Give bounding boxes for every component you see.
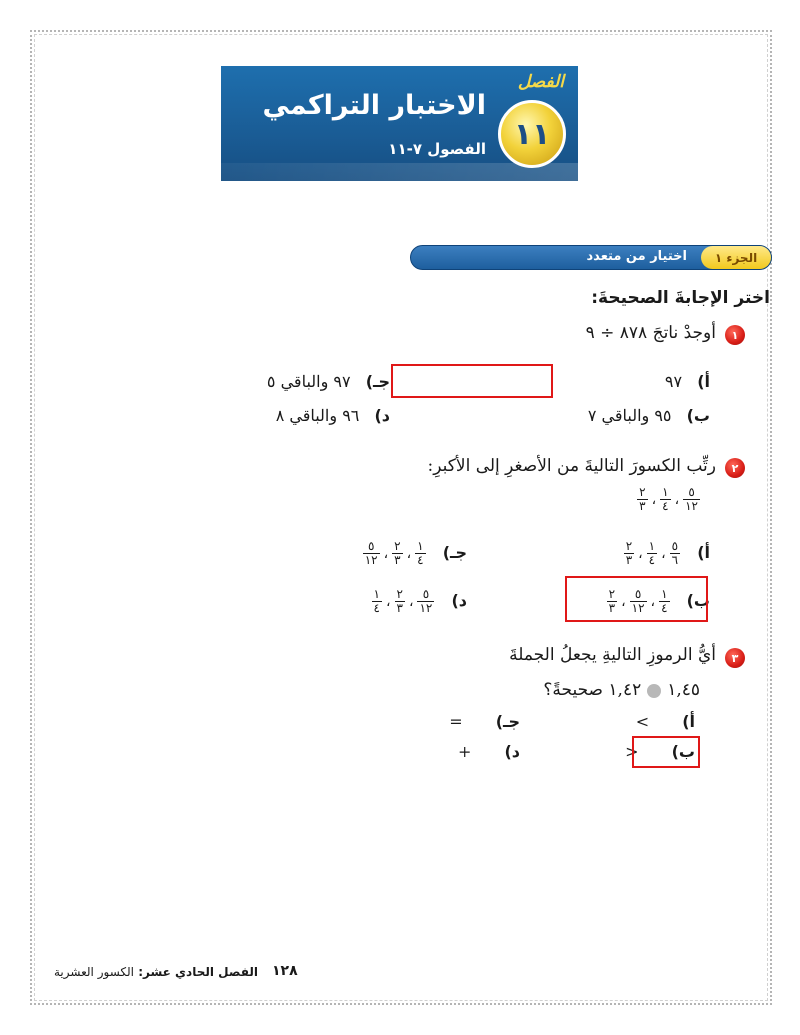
fraction: $\frac{٥}{١٢}$ bbox=[419, 587, 433, 615]
q3-option-d-letter: د) bbox=[504, 742, 520, 761]
q3-option-a-symbol: > bbox=[635, 712, 650, 731]
q3-option-b-symbol: < bbox=[625, 742, 639, 761]
q1-option-c-text: ٩٧ والباقي ٥ bbox=[266, 372, 351, 391]
q3-option-b-letter: ب) bbox=[671, 742, 695, 761]
fraction: $\frac{٢}{٣}$ bbox=[625, 539, 633, 567]
fraction: $\frac{٢}{٣}$ bbox=[396, 587, 403, 615]
q2-option-a-letter: أ) bbox=[697, 543, 710, 562]
q3-right-value: ١,٤٢ bbox=[608, 680, 642, 700]
q1-option-a-text: ٩٧ bbox=[664, 372, 683, 391]
q2-option-c-letter: جـ) bbox=[442, 543, 467, 562]
q2-answer-highlight bbox=[565, 576, 708, 622]
fraction: $\frac{١}{٤}$ bbox=[648, 539, 656, 567]
question-3-text-line1: أيُّ الرموزِ التاليةِ يجعلُ الجملةَ bbox=[509, 645, 716, 665]
question-2-number: ٢ bbox=[725, 458, 745, 478]
q1-option-c[interactable] bbox=[267, 372, 390, 391]
q1-option-a-letter: أ) bbox=[697, 372, 710, 391]
question-1-text: أوجدْ ناتجَ ٨٧٨ ÷ ٩ bbox=[585, 323, 716, 343]
chapter-banner bbox=[221, 66, 578, 181]
q1-option-b[interactable] bbox=[588, 406, 710, 425]
question-3-number: ٣ bbox=[725, 648, 745, 668]
fraction: $\frac{١}{٤}$ bbox=[373, 587, 380, 615]
q3-option-c-letter: جـ) bbox=[495, 712, 520, 731]
q3-option-c[interactable] bbox=[449, 712, 520, 731]
fraction: $\frac{٢}{٣}$ bbox=[639, 485, 646, 513]
q3-option-c-symbol: = bbox=[449, 712, 463, 731]
question-1-number: ١ bbox=[725, 325, 745, 345]
fraction: $\frac{١}{٤}$ bbox=[662, 485, 669, 513]
banner-title: الاختبار التراكمي bbox=[262, 90, 486, 121]
q2-option-a[interactable]: أ) $\frac{٥}{٦}$ ، $\frac{١}{٤}$ ، $\frac{٢}{٣}$ bbox=[625, 539, 710, 567]
banner-subtitle: الفصول ٧-١١ bbox=[388, 140, 486, 158]
q1-option-d-text: ٩٦ والباقي ٨ bbox=[275, 406, 360, 425]
q3-option-a-letter: أ) bbox=[682, 712, 695, 731]
fraction: $\frac{٥}{٦}$ bbox=[671, 539, 679, 567]
instruction-text: اختر الإجابةَ الصحيحةَ: bbox=[591, 288, 770, 308]
q1-option-d[interactable] bbox=[276, 406, 390, 425]
q2-option-c[interactable]: جـ) $\frac{١}{٤}$ ، $\frac{٢}{٣}$ ، $\frac{٥}{١٢}$ bbox=[364, 539, 467, 567]
chapter-number-badge: ١١ bbox=[498, 100, 566, 168]
q1-answer-highlight bbox=[391, 364, 553, 398]
q1-option-c-letter: جـ) bbox=[365, 372, 390, 391]
fraction: $\frac{٢}{٣}$ bbox=[608, 587, 616, 615]
fraction: $\frac{١}{٤}$ bbox=[417, 539, 424, 567]
q2-option-d-letter: د) bbox=[451, 591, 467, 610]
q3-left-value: ١,٤٥ bbox=[667, 680, 700, 700]
question-2-text: رتِّب الكسورَ التاليةَ من الأصغرِ إلى الأكبرِ: bbox=[427, 456, 716, 476]
q2-option-b-letter: ب) bbox=[686, 591, 710, 610]
banner-chapter-label: الفصل bbox=[517, 72, 564, 92]
q3-answer-highlight bbox=[632, 736, 700, 768]
q1-option-b-letter: ب) bbox=[686, 406, 710, 425]
q2-given-fractions: $\frac{٥}{١٢}$ ، $\frac{١}{٤}$ ، $\frac{٢}{٣}$ bbox=[639, 485, 698, 513]
q1-option-a[interactable] bbox=[665, 372, 710, 391]
fraction: $\frac{٥}{١٢}$ bbox=[364, 539, 378, 567]
q2-option-d[interactable]: د) $\frac{٥}{١٢}$ ، $\frac{٢}{٣}$ ، $\frac{١}{٤}$ bbox=[373, 587, 467, 615]
q2-option-b[interactable]: ب) $\frac{١}{٤}$ ، $\frac{٥}{١٢}$ ، $\frac{٢}{٣}$ bbox=[608, 587, 710, 615]
fraction: $\frac{٥}{١٢}$ bbox=[631, 587, 645, 615]
section-title: اختيار من متعدد bbox=[586, 249, 687, 264]
q3-option-d-symbol: + bbox=[457, 742, 472, 761]
footer-chapter-title: الكسور العشرية bbox=[54, 965, 135, 979]
q3-option-d[interactable] bbox=[458, 742, 520, 761]
q1-option-b-text: ٩٥ والباقي ٧ bbox=[587, 406, 672, 425]
section-part-label: الجزء ١ bbox=[701, 246, 771, 269]
q1-option-d-letter: د) bbox=[374, 406, 390, 425]
section-header bbox=[410, 245, 772, 270]
fraction: $\frac{٥}{١٢}$ bbox=[685, 485, 698, 513]
footer-chapter bbox=[54, 965, 258, 979]
question-3-text-line2 bbox=[543, 680, 700, 700]
q3-text-end: صحيحةً؟ bbox=[543, 680, 603, 700]
blank-circle-icon bbox=[647, 684, 661, 698]
page-number: ١٢٨ bbox=[272, 963, 298, 979]
fraction: $\frac{٢}{٣}$ bbox=[394, 539, 401, 567]
q3-option-a[interactable] bbox=[636, 712, 695, 731]
footer-chapter-label: الفصل الحادي عشر: bbox=[138, 965, 258, 979]
fraction: $\frac{١}{٤}$ bbox=[661, 587, 668, 615]
